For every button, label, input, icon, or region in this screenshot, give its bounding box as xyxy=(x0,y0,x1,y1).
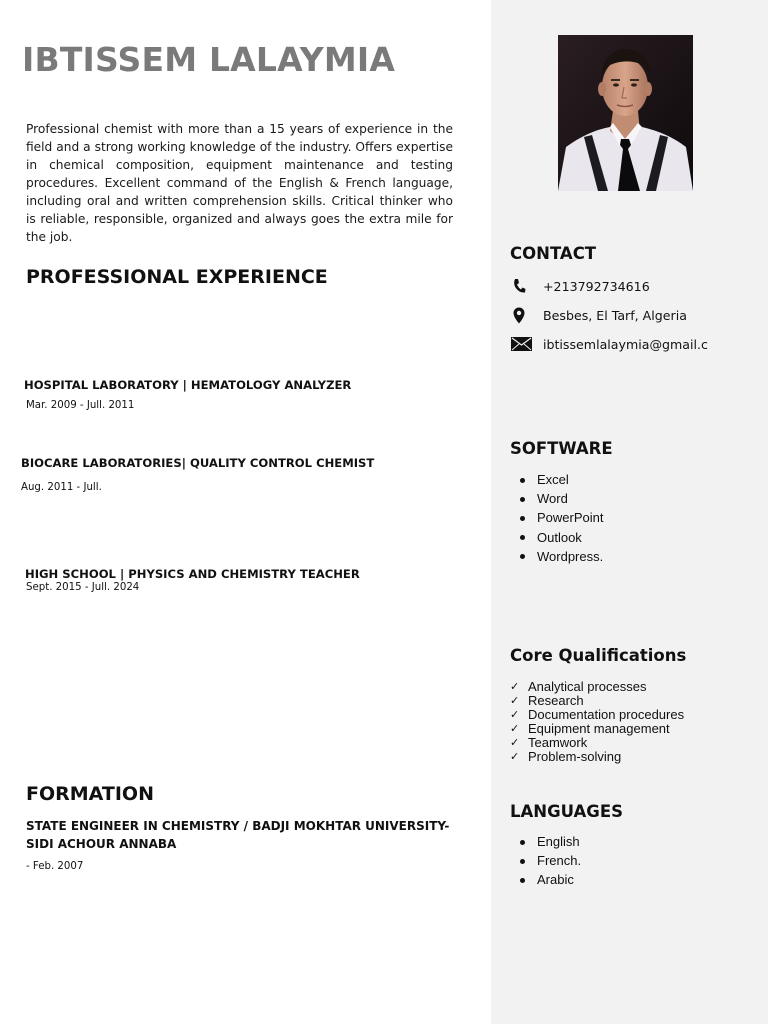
check-icon: ✓ xyxy=(510,737,520,749)
list-item: ✓ Documentation procedures xyxy=(510,707,685,722)
list-item: Word xyxy=(510,489,603,508)
job-dates: Mar. 2009 - Jull. 2011 xyxy=(26,400,135,411)
qualifications-list xyxy=(510,680,684,764)
location-pin-icon xyxy=(510,306,528,324)
degree-title: STATE ENGINEER IN CHEMISTRY / BADJI MOKHTAR UNIVERSITY- SIDI ACHOUR ANNABA xyxy=(26,819,450,851)
contact-heading: CONTACT xyxy=(510,244,597,263)
qualifications-heading: Core Qualifications xyxy=(510,646,687,665)
list-item: Arabic xyxy=(510,870,581,889)
list-item: French. xyxy=(510,851,581,870)
list-item: ✓ Research xyxy=(510,693,584,708)
envelope-icon xyxy=(510,335,532,353)
job-dates: Aug. 2011 - Jull. xyxy=(21,482,102,493)
degree-dates: - Feb. 2007 xyxy=(26,861,84,872)
list-item: ✓ Equipment management xyxy=(510,721,670,736)
formation-heading: FORMATION xyxy=(26,783,154,805)
contact-phone xyxy=(510,276,650,296)
experience-heading: PROFESSIONAL EXPERIENCE xyxy=(26,266,328,288)
check-icon: ✓ xyxy=(510,723,520,735)
check-icon: ✓ xyxy=(510,709,520,721)
list-item: Wordpress. xyxy=(510,547,603,566)
contact-email xyxy=(510,334,708,354)
list-item: ✓ Teamwork xyxy=(510,735,588,750)
address-text: Besbes, El Tarf, Algeria xyxy=(543,307,687,323)
job-title: BIOCARE LABORATORIES| QUALITY CONTROL CHEMIST xyxy=(21,456,375,470)
check-icon: ✓ xyxy=(510,751,520,763)
job-dates: Sept. 2015 - Jull. 2024 xyxy=(26,582,140,593)
phone-icon xyxy=(510,277,528,295)
languages-list xyxy=(510,832,581,890)
profile-photo xyxy=(558,35,693,191)
list-item: Excel xyxy=(510,470,603,489)
software-list xyxy=(510,470,603,566)
candidate-name: IBTISSEM LALAYMIA xyxy=(22,40,396,79)
phone-number: +213792734616 xyxy=(543,278,650,294)
profile-summary: Professional chemist with more than a 15 years of experience in the field and a strong working knowledge of the industry. Offers expertise in chemical composition, equipment maintenance and testing procedures. Excellent command of the English & French language, including oral and written comprehension skills. Critical thinker who is reliable, responsible, organized and always goes the extra mile for the job. xyxy=(26,122,453,244)
list-item: PowerPoint xyxy=(510,508,603,527)
check-icon: ✓ xyxy=(510,695,520,707)
job-title: HOSPITAL LABORATORY | HEMATOLOGY ANALYZER xyxy=(24,378,352,392)
email-link[interactable]: ibtissemlalaymia@gmail.c xyxy=(543,336,708,352)
list-item: ✓ Analytical processes xyxy=(510,679,647,694)
check-icon: ✓ xyxy=(510,681,520,693)
list-item: English xyxy=(510,832,581,851)
job-title: HIGH SCHOOL | PHYSICS AND CHEMISTRY TEACHER xyxy=(25,567,360,581)
contact-address xyxy=(510,305,687,325)
software-heading: SOFTWARE xyxy=(510,439,613,458)
languages-heading: LANGUAGES xyxy=(510,802,623,821)
list-item: ✓ Problem-solving xyxy=(510,749,622,764)
list-item: Outlook xyxy=(510,528,603,547)
